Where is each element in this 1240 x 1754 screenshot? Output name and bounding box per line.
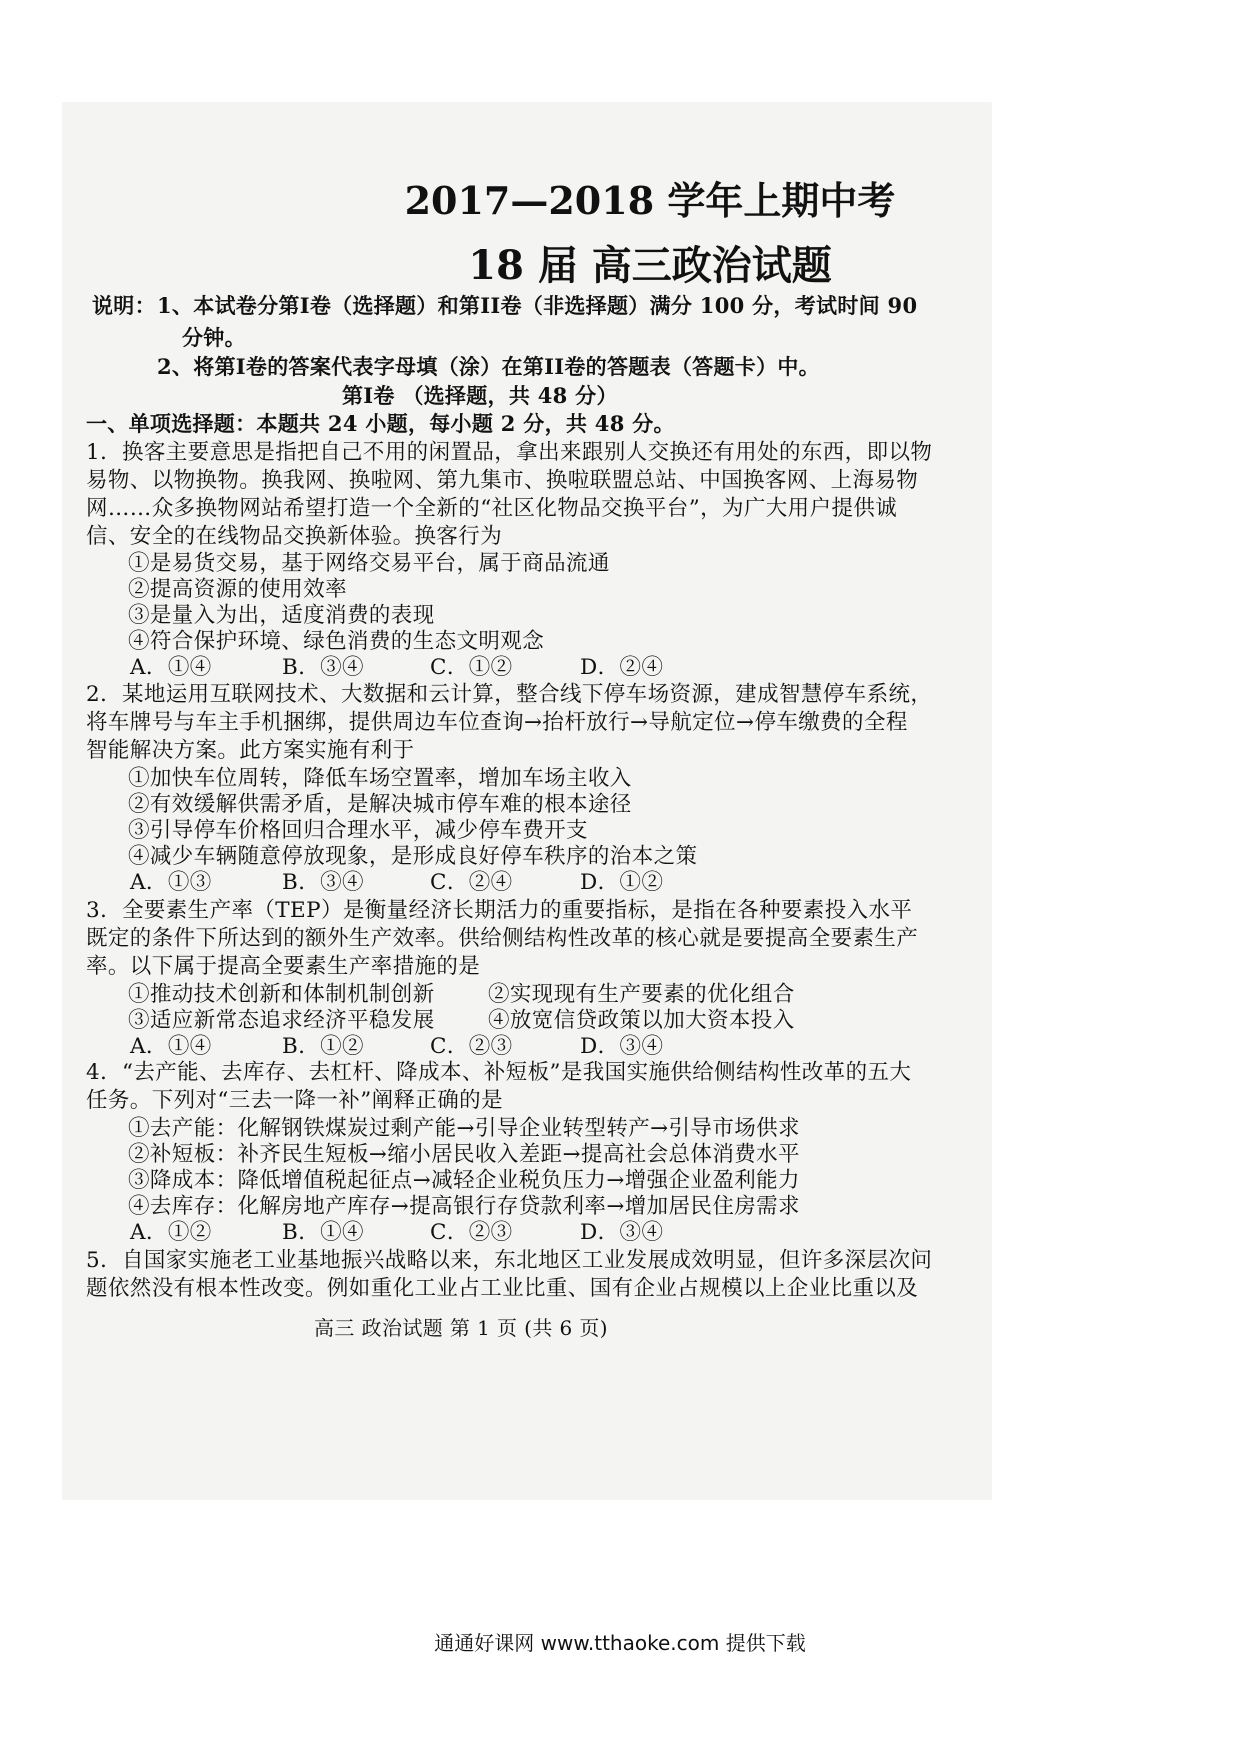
question-1-stem: 易物、以物换物。换我网、换啦网、第九集市、换啦联盟总站、中国换客网、上海易物 xyxy=(86,468,919,493)
question-2-option-a: A．①③ xyxy=(130,870,212,895)
question-2-stem: 将车牌号与车主手机捆绑，提供周边车位查询→抬杆放行→导航定位→停车缴费的全程 xyxy=(86,710,908,735)
question-4-item: ②补短板：补齐民生短板→缩小居民收入差距→提高社会总体消费水平 xyxy=(128,1142,800,1167)
question-3-stem: 3．全要素生产率（TEP）是衡量经济长期活力的重要指标，是指在各种要素投入水平 xyxy=(86,898,913,923)
question-1-stem: 信、安全的在线物品交换新体验。换客行为 xyxy=(86,524,503,549)
question-1-option-a: A．①④ xyxy=(130,655,212,680)
question-4-item: ①去产能：化解钢铁煤炭过剩产能→引导企业转型转产→引导市场供求 xyxy=(128,1116,800,1141)
instruction-item-2: 2、将第I卷的答案代表字母填（涂）在第II卷的答题表（答题卡）中。 xyxy=(157,354,820,379)
question-2-item: ①加快车位周转，降低车场空置率，增加车场主收入 xyxy=(128,766,632,791)
question-1-item: ②提高资源的使用效率 xyxy=(128,577,348,602)
volume-heading: 第I卷 （选择题，共 48 分） xyxy=(342,383,618,408)
question-1-item: ④符合保护环境、绿色消费的生态文明观念 xyxy=(128,629,545,654)
question-4-option-d: D．③④ xyxy=(580,1220,664,1245)
question-3-stem: 率。以下属于提高全要素生产率措施的是 xyxy=(86,954,481,979)
question-4-option-a: A．①② xyxy=(130,1220,212,1245)
question-3-item: ④放宽信贷政策以加大资本投入 xyxy=(488,1008,795,1033)
instruction-item-1-cont: 分钟。 xyxy=(182,325,246,350)
question-1-item: ①是易货交易，基于网络交易平台，属于商品流通 xyxy=(128,551,610,576)
question-1-item: ③是量入为出，适度消费的表现 xyxy=(128,603,435,628)
question-2-stem: 智能解决方案。此方案实施有利于 xyxy=(86,738,415,763)
question-2-stem: 2．某地运用互联网技术、大数据和云计算，整合线下停车场资源，建成智慧停车系统， xyxy=(86,682,933,707)
part-heading: 一、单项选择题：本题共 24 小题，每小题 2 分，共 48 分。 xyxy=(86,411,675,436)
question-3-option-d: D．③④ xyxy=(580,1034,664,1059)
question-5-stem: 5．自国家实施老工业基地振兴战略以来，东北地区工业发展成效明显，但许多深层次问 xyxy=(86,1248,933,1273)
exam-subtitle: 18 届 高三政治试题 xyxy=(468,242,832,289)
question-1-stem: 网……众多换物网站希望打造一个全新的“社区化物品交换平台”，为广大用户提供诚 xyxy=(86,496,898,521)
question-1-stem: 1．换客主要意思是指把自己不用的闲置品，拿出来跟别人交换还有用处的东西，即以物 xyxy=(86,440,933,465)
question-5-stem: 题依然没有根本性改变。例如重化工业占工业比重、国有企业占规模以上企业比重以及 xyxy=(86,1276,919,1301)
question-3-option-c: C．②③ xyxy=(430,1034,513,1059)
question-2-option-d: D．①② xyxy=(580,870,664,895)
question-3-stem: 既定的条件下所达到的额外生产效率。供给侧结构性改革的核心就是要提高全要素生产 xyxy=(86,926,919,951)
question-4-stem: 4．“去产能、去库存、去杠杆、降成本、补短板”是我国实施供给侧结构性改革的五大 xyxy=(86,1060,912,1085)
exam-title: 2017—2018 学年上期中考 xyxy=(404,178,896,223)
question-4-item: ③降成本：降低增值税起征点→减轻企业税负压力→增强企业盈利能力 xyxy=(128,1168,800,1193)
question-4-option-b: B．①④ xyxy=(282,1220,364,1245)
instructions-label: 说明： xyxy=(92,293,156,318)
question-1-option-c: C．①② xyxy=(430,655,513,680)
question-2-option-c: C．②④ xyxy=(430,870,513,895)
question-1-option-b: B．③④ xyxy=(282,655,364,680)
question-3-item: ②实现现有生产要素的优化组合 xyxy=(488,982,795,1007)
question-4-item: ④去库存：化解房地产库存→提高银行存贷款利率→增加居民住房需求 xyxy=(128,1194,800,1219)
source-footer: 通通好课网 www.tthaoke.com 提供下载 xyxy=(434,1631,806,1655)
question-2-item: ③引导停车价格回归合理水平，减少停车费开支 xyxy=(128,818,588,843)
question-2-item: ②有效缓解供需矛盾，是解决城市停车难的根本途径 xyxy=(128,792,632,817)
question-1-option-d: D．②④ xyxy=(580,655,664,680)
question-4-stem: 任务。下列对“三去一降一补”阐释正确的是 xyxy=(86,1088,503,1113)
question-3-option-a: A．①④ xyxy=(130,1034,212,1059)
instruction-item-1: 1、本试卷分第I卷（选择题）和第II卷（非选择题）满分 100 分，考试时间 90 xyxy=(157,293,918,318)
question-4-option-c: C．②③ xyxy=(430,1220,513,1245)
question-2-item: ④减少车辆随意停放现象，是形成良好停车秩序的治本之策 xyxy=(128,844,698,869)
question-2-option-b: B．③④ xyxy=(282,870,364,895)
question-3-option-b: B．①② xyxy=(282,1034,364,1059)
page-footer: 高三 政治试题 第 1 页 (共 6 页) xyxy=(314,1316,608,1340)
question-3-item: ③适应新常态追求经济平稳发展 xyxy=(128,1008,435,1033)
question-3-item: ①推动技术创新和体制机制创新 xyxy=(128,982,435,1007)
